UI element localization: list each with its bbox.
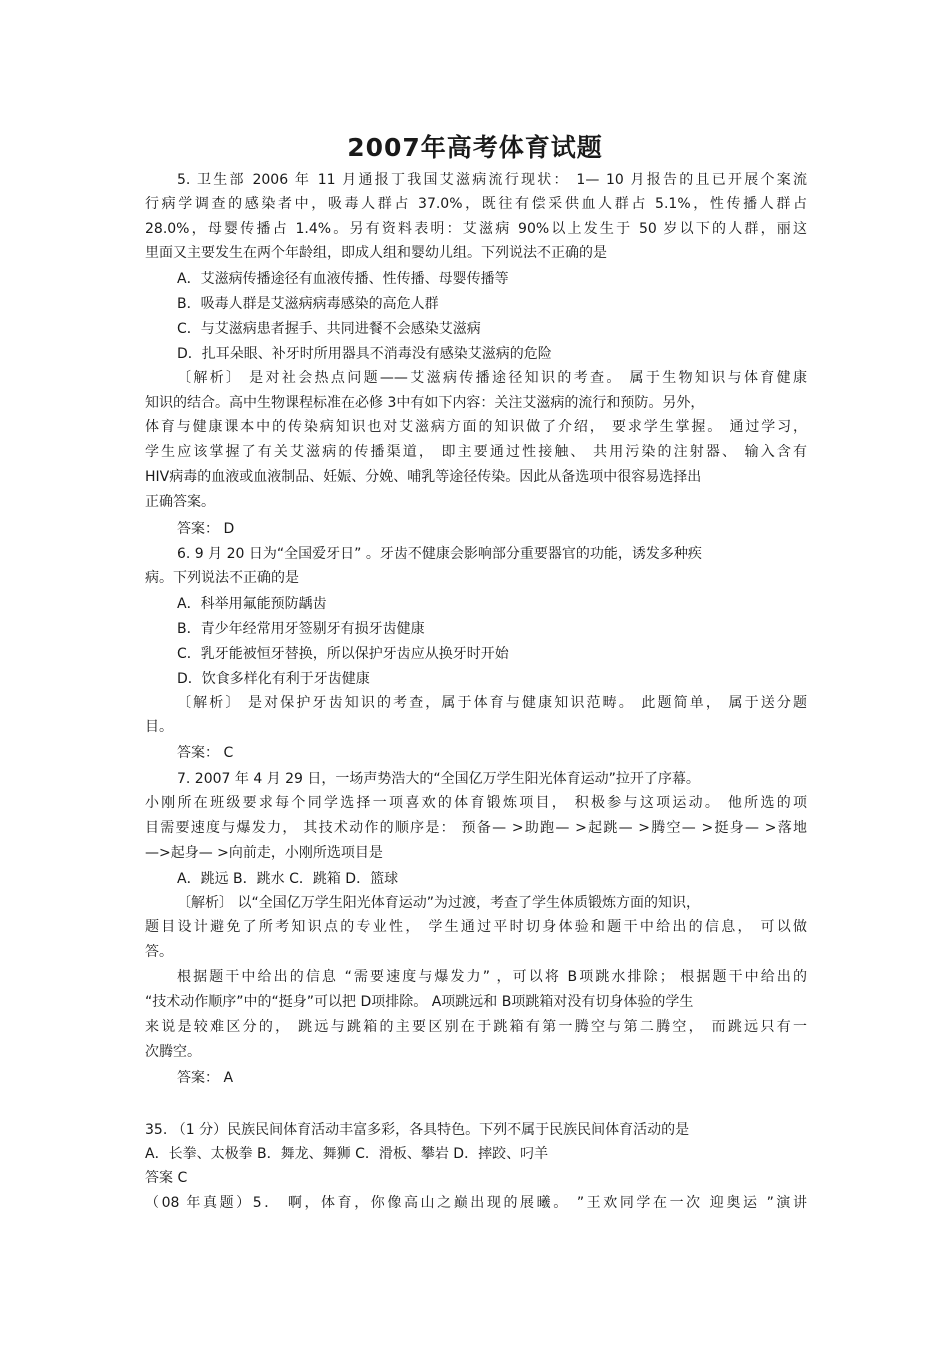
text-line: 目。	[145, 719, 173, 735]
option-line: A．艾滋病传播途径有血液传播、性传播、母婴传播等	[177, 271, 509, 287]
analysis-line: 〔解析〕 是对保护牙齿知识的考查，属于体育与健康知识范畴。 此题简单， 属于送分题	[177, 695, 807, 711]
answer-line: 答案： C	[177, 745, 234, 761]
text-line: 题目设计避免了所考知识点的专业性， 学生通过平时切身体验和题干中给出的信息， 可以做	[145, 919, 807, 935]
question-line: 6. 9 月 20 日为“全国爱牙日” 。牙齿不健康会影响部分重要器官的功能，诱发多种疾	[177, 546, 702, 562]
question-line: 7. 2007 年 4 月 29 日，一场声势浩大的“全国亿万学生阳光体育运动”拉开了序幕。	[177, 771, 700, 787]
text-line: 体育与健康课本中的传染病知识也对艾滋病方面的知识做了介绍， 要求学生掌握。 通过学习，	[145, 419, 807, 435]
text-line: 行病学调查的感染者中，吸毒人群占 37.0%，既往有偿采供血人群占 5.1%，性传播人群占	[145, 196, 807, 212]
option-line: B．吸毒人群是艾滋病病毒感染的高危人群	[177, 296, 439, 312]
text-line: 知识的结合。高中生物课程标准在必修 3中有如下内容：关注艾滋病的流行和预防。另外，	[145, 395, 705, 411]
text-line: —>起身— >向前走，小刚所选项目是	[145, 845, 383, 861]
text-line: 正确答案。	[145, 494, 215, 510]
page-title: 2007年高考体育试题	[347, 133, 603, 162]
text-line: 5. 卫生部 2006 年 11 月通报丁我国艾滋病流行现状： 1— 10 月报告的且已开展个案流	[177, 172, 807, 188]
analysis-line: 〔解析〕 以“全国亿万学生阳光体育运动”为过渡，考查了学生体质锻炼方面的知识，	[177, 895, 700, 911]
text-line: 次腾空。	[145, 1044, 201, 1060]
option-line: D．饮食多样化有利于牙齿健康	[177, 671, 370, 687]
text-line: HIV病毒的血液或血液制品、妊娠、分娩、哺乳等途径传染。因此从备选项中很容易选择出	[145, 469, 702, 485]
text-line: 里面又主要发生在两个年龄组，即成人组和婴幼儿组。下列说法不正确的是	[145, 245, 607, 261]
text-line: （08 年真题）5． 啊，体育，你像高山之巅出现的展曦。 ”王欢同学在一次 迎奥运 ”演讲	[145, 1195, 807, 1211]
text-line: 学生应该掌握了有关艾滋病的传播渠道， 即主要通过性接触、 共用污染的注射器、 输入含有	[145, 444, 807, 460]
text-line: 答。	[145, 944, 173, 960]
text-line: 目需要速度与爆发力， 其技术动作的顺序是： 预备— >助跑— >起跳— >腾空— >挺身— >落地	[145, 820, 807, 836]
answer-line: 答案： D	[177, 521, 235, 537]
option-line: B．青少年经常用牙签剔牙有损牙齿健康	[177, 621, 425, 637]
analysis-line: 〔解析〕 是对社会热点问题——艾滋病传播途径知识的考查。 属于生物知识与体育健康	[177, 370, 807, 386]
text-line: 小刚所在班级要求每个同学选择一项喜欢的体育锻炼项目， 积极参与这项运动。 他所选的项	[145, 795, 807, 811]
text-line: 病。下列说法不正确的是	[145, 570, 299, 586]
question-line: 35. （1 分）民族民间体育活动丰富多彩，各具特色。下列不属于民族民间体育活动的是	[145, 1122, 690, 1138]
text-line: 根据题干中给出的信息 “需要速度与爆发力” ，可以将 B项跳水排除； 根据题干中给出的	[177, 969, 807, 985]
text-line: 28.0%，母婴传播占 1.4%。另有资料表明：艾滋病 90%以上发生于 50 岁以下的人群，丽这	[145, 221, 807, 237]
option-line: A．跳远 B．跳水 C．跳箱 D．篮球	[177, 871, 399, 887]
answer-line: 答案 C	[145, 1170, 188, 1186]
option-line: C．乳牙能被恒牙替换，所以保护牙齿应从换牙时开始	[177, 646, 509, 662]
answer-line: 答案： A	[177, 1070, 234, 1086]
text-line: 来说是较难区分的， 跳远与跳箱的主要区别在于跳箱有第一腾空与第二腾空， 而跳远只有一	[145, 1019, 807, 1035]
option-line: A．科举用氟能预防龋齿	[177, 596, 327, 612]
option-line: D．扎耳朵眼、补牙时所用器具不消毒没有感染艾滋病的危险	[177, 346, 552, 362]
option-line: A．长拳、太极拳 B．舞龙、舞狮 C．滑板、攀岩 D．摔跤、叼羊	[145, 1146, 549, 1162]
option-line: C．与艾滋病患者握手、共同进餐不会感染艾滋病	[177, 321, 481, 337]
text-line: “技术动作顺序”中的“挺身”可以把 D项排除。 A项跳远和 B项跳箱对没有切身体验的学生	[145, 994, 694, 1010]
